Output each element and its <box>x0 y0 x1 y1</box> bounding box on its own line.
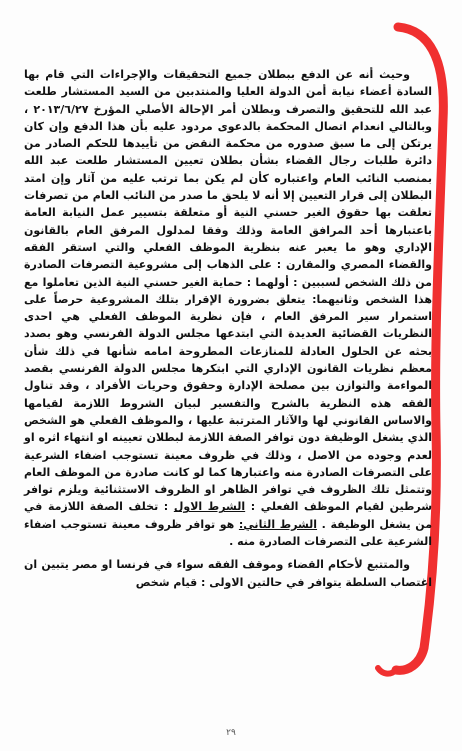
condition-2-label: الشرط الثاني: <box>238 517 318 531</box>
red-bracket-mark-tip <box>378 668 396 674</box>
paragraph-2: والمتتبع لأحكام القضاء وموقف الفقه سواء في فرنسا او مصر يتبين ان اغتصاب السلطة يتوافر في حالتين الاولى : قيام شخص <box>24 558 432 589</box>
paragraph-1-main: وحيث أنه عن الدفع ببطلان جميع التحقيقات والإجراءات التي قام بها السادة أعضاء نيابة أمن الدولة العليا والمنتدبين من السيد المستشار طلعت عبد الله للتحقيق والتصرف وبطلان أمر الإحالة الأصلي المؤرخ ٢٠١٣/٦/٢٧ ، وبالتالي انعدام اتصال المحكمة بالدعوى مردود عليه بأن هذا الدفع وإن كان يرتكن إلى ما سبق صدوره من محكمة النقض من تأييدها للحكم الصادر من دائرة طلبات رجال القضاء بشأن بطلان تعيين المستشار طلعت عبد الله بمنصب النائب العام واعتباره كأن لم يكن بما ترتب عليه من آثار وإن امتد البطلان إلى قرار التعيين إلا أنه لا يلحق ما صدر من النائب العام من تصرفات تعلقت بها حقوق الغير حسني النية أو متعلقة بتسيير عمل النيابة العامة باعتبارها أحد المرافق العامة وذلك وفقا لمدلول المرفق العام بالقانون الإداري وهو ما يعبر عنه بنظرية الموظف الفعلي والتي استقر الفقه والقضاء المصري والمقارن : على الذهاب إلى مشروعية التصرفات الصادرة من ذلك الشخص لسببين : أولهما : حماية الغير حسني النية الذين تعاملوا مع هذا الشخص وثانيهما: يتعلق بضرورة الإقرار بتلك المشروعية حرصاً على استمرار سير المرفق العام ، فإن نظرية الموظف الفعلي هي احدى النظريات القضائية العديدة التي ابتدعها مجلس الدولة الفرنسي وهو بصدد بحثه عن الحلول العادلة للمنازعات المطروحة امامه شأنها في ذلك شأن معظم نظريات القانون الإداري التي ابتكرها مجلس الدولة الفرنسي بقصد المواءمة والتوازن بين مصلحة الإدارة وحقوق وحريات الأفراد ، وقد تناول الفقه هذه النظرية بالشرح والتفسير لبيان الشروط اللازمة لقيامها والاساس القانوني لها والآثار المترتبة عليها ، والموظف الفعلي هو الشخص الذي يشغل الوظيفة دون توافر الصفة اللازمة لبطلان تعيينه او انتهاء اثره او لعدم وجوده من الاصل ، وذلك في ظروف معينة تستوجب اضفاء الشرعية على التصرفات الصادرة منه واعتبارها كما لو كانت صادرة من الموظف العام وتتمثل تلك الظروف في توافر الظاهر او الظروف الاستثنائية ويلزم توافر شرطين لقيام الموظف الفعلي : <box>24 68 433 514</box>
paragraph-1 <box>24 66 432 550</box>
page-number: ٢٩ <box>226 728 236 738</box>
condition-1-label: الشرط الاول <box>173 500 246 514</box>
body-text <box>24 66 432 591</box>
condition-2-text: هو توافر ظروف معينة تستوجب اضفاء الشرعية على التصرفات الصادرة منه . <box>24 517 432 549</box>
condition-1-text: : تخلف الصفة اللازمة في من يشغل الوظيفة . <box>24 500 432 531</box>
